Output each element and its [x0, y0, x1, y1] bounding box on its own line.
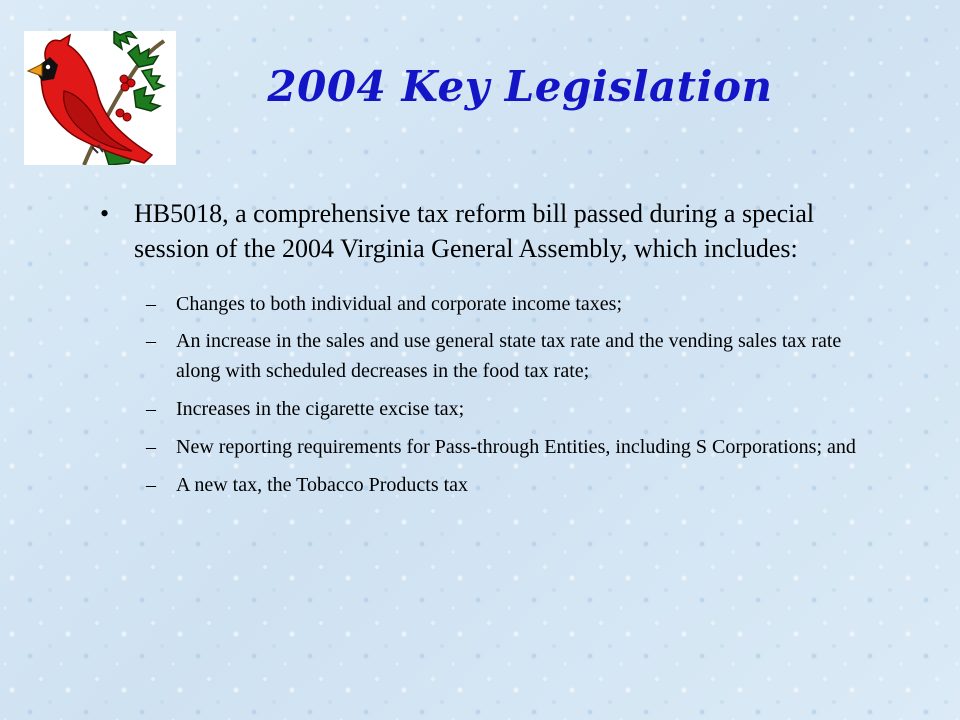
- main-bullet-text: HB5018, a comprehensive tax reform bill passed during a special session of the 2004 Virginia General Assembly, which includes:: [134, 199, 815, 263]
- dash-marker: –: [146, 398, 156, 420]
- sub-item-text: An increase in the sales and use general state tax rate and the vending sales tax rate along with scheduled decreases in the food tax rate;: [176, 330, 842, 382]
- slide-title: 2004 Key Legislation: [267, 62, 773, 111]
- sub-item-text: New reporting requirements for Pass-through Entities, including S Corporations; and: [176, 436, 856, 458]
- list-item: [146, 432, 890, 462]
- sub-item-text: A new tax, the Tobacco Products tax: [176, 474, 469, 496]
- sub-item-text: Changes to both individual and corporate income taxes;: [176, 293, 622, 315]
- list-item: [146, 394, 890, 424]
- dash-marker: –: [146, 436, 156, 458]
- dash-marker: –: [146, 330, 156, 352]
- main-bullet: [100, 196, 890, 266]
- sub-bullet-list: [100, 289, 890, 500]
- list-item: [146, 326, 890, 386]
- list-item: [146, 289, 890, 319]
- sub-item-text: Increases in the cigarette excise tax;: [176, 398, 465, 420]
- list-item: [146, 470, 890, 500]
- dash-marker: –: [146, 474, 156, 496]
- slide-content: [100, 196, 890, 508]
- bullet-marker: •: [100, 199, 110, 228]
- dash-marker: –: [146, 293, 156, 315]
